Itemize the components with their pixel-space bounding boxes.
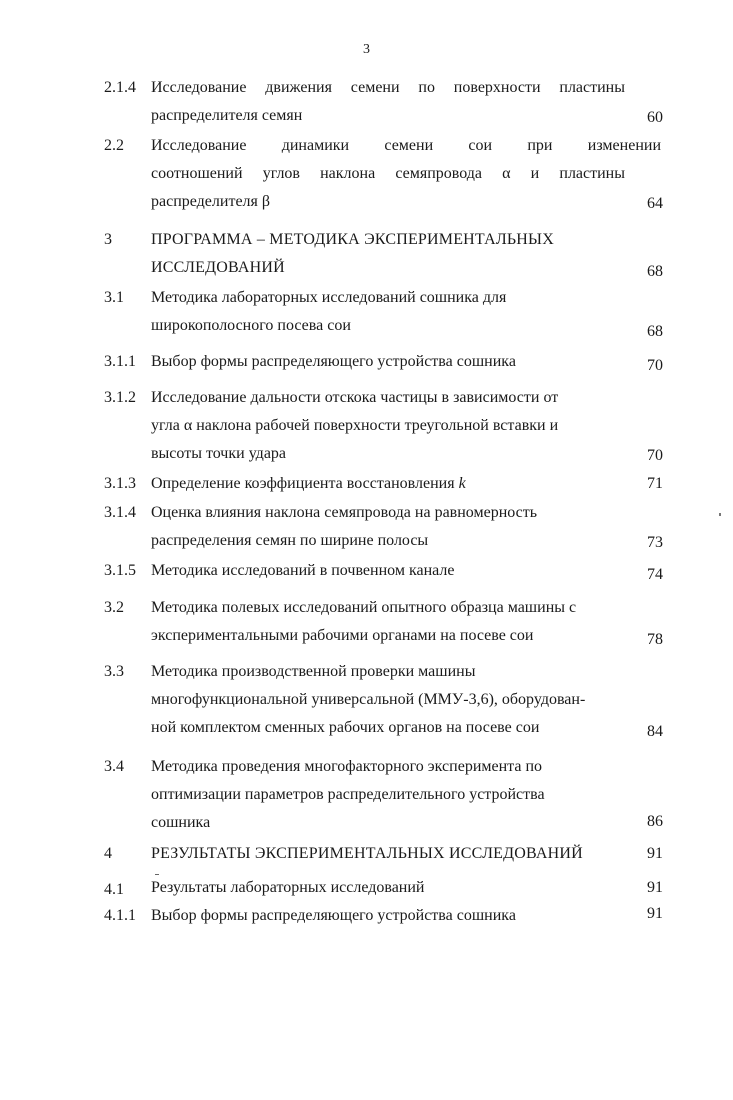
toc-entry-number: 3.2	[104, 599, 124, 616]
toc-entry-text: Исследование движения семени по поверхности пластины	[151, 79, 625, 96]
toc-entry-text: высоты точки удара	[151, 445, 287, 462]
toc-entry-page: 78	[647, 631, 663, 648]
toc-entry-number: 2.2	[104, 137, 124, 154]
toc-entry-number: 3.4	[104, 758, 124, 775]
toc-entry-number: 3.1.2	[104, 389, 136, 406]
toc-entry-text: многофункциональной универсальной (ММУ-3,6), оборудован-	[151, 691, 586, 708]
page-number: 3	[363, 42, 370, 57]
toc-entry-page: 60	[647, 109, 663, 126]
toc-entry-number: 4.1.1	[104, 907, 136, 924]
toc-entry-text: оптимизации параметров распределительного устройства	[151, 786, 545, 803]
toc-entry-text: Результаты лабораторных исследований	[151, 879, 425, 896]
toc-entry-number: 3.1	[104, 289, 124, 306]
toc-entry-text: Методика производственной проверки машины	[151, 663, 476, 680]
toc-entry-number: 3	[104, 231, 112, 248]
toc-entry-page: 71	[647, 475, 663, 492]
toc-entry-text: Выбор формы распределяющего устройства сошника	[151, 907, 516, 924]
toc-entry-text: угла α наклона рабочей поверхности треугольной вставки и	[151, 417, 559, 434]
toc-entry-number: 2.1.4	[104, 79, 136, 96]
toc-entry-number: 4	[104, 845, 112, 862]
toc-entry-text: экспериментальными рабочими органами на посеве сои	[151, 627, 534, 644]
toc-entry-text: Оценка влияния наклона семяпровода на равномерность	[151, 504, 538, 521]
toc-entry-text: Исследование дальности отскока частицы в зависимости от	[151, 389, 559, 406]
toc-entry-page: 84	[647, 723, 663, 740]
scan-speck	[719, 513, 721, 516]
variable-k: k	[458, 475, 466, 492]
scan-speck	[155, 874, 159, 875]
toc-entry-number: 3.3	[104, 663, 124, 680]
toc-entry-text: сошника	[151, 814, 211, 831]
toc-entry-page: 70	[647, 357, 663, 374]
toc-entry-text: Методика лабораторных исследований сошника для	[151, 289, 507, 306]
toc-entry-number: 3.1.4	[104, 504, 136, 521]
toc-entry-page: 91	[647, 845, 663, 862]
toc-entry-text: РЕЗУЛЬТАТЫ ЭКСПЕРИМЕНТАЛЬНЫХ ИССЛЕДОВАНИЙ	[151, 845, 583, 862]
toc-entry-text: Методика проведения многофакторного эксперимента по	[151, 758, 543, 775]
toc-entry-text: ИССЛЕДОВАНИЙ	[151, 259, 285, 276]
toc-entry-page: 86	[647, 813, 663, 830]
toc-entry-page: 68	[647, 323, 663, 340]
toc-entry-number: 3.1.3	[104, 475, 136, 492]
toc-entry-text: Исследование динамики семени сои при изменении	[151, 137, 661, 154]
toc-entry-page: 91	[647, 905, 663, 922]
toc-entry-number: 3.1.1	[104, 353, 136, 370]
toc-entry-text: распределителя β	[151, 193, 271, 210]
toc-entry-page: 68	[647, 263, 663, 280]
toc-entry-page: 73	[647, 534, 663, 551]
toc-entry-number: 3.1.5	[104, 562, 136, 579]
toc-entry-text: ной комплектом сменных рабочих органов на посеве сои	[151, 719, 540, 736]
toc-entry-text: Определение коэффициента восстановления k	[151, 475, 466, 492]
toc-entry-page: 74	[647, 566, 663, 583]
toc-entry-page: 64	[647, 195, 663, 212]
toc-entry-text: соотношений углов наклона семяпровода α и пластины	[151, 165, 625, 182]
toc-entry-text: широкополосного посева сои	[151, 317, 351, 334]
toc-entry-text: Методика исследований в почвенном канале	[151, 562, 455, 579]
toc-entry-page: 91	[647, 879, 663, 896]
toc-entry-text: распределителя семян	[151, 107, 303, 124]
toc-entry-text: распределения семян по ширине полосы	[151, 532, 429, 549]
toc-entry-number: 4.1	[104, 881, 124, 898]
toc-entry-text: Методика полевых исследований опытного образца машины с	[151, 599, 577, 616]
toc-entry-text: Выбор формы распределяющего устройства сошника	[151, 353, 516, 370]
toc-entry-page: 70	[647, 447, 663, 464]
toc-entry-text: ПРОГРАММА – МЕТОДИКА ЭКСПЕРИМЕНТАЛЬНЫХ	[151, 231, 554, 248]
